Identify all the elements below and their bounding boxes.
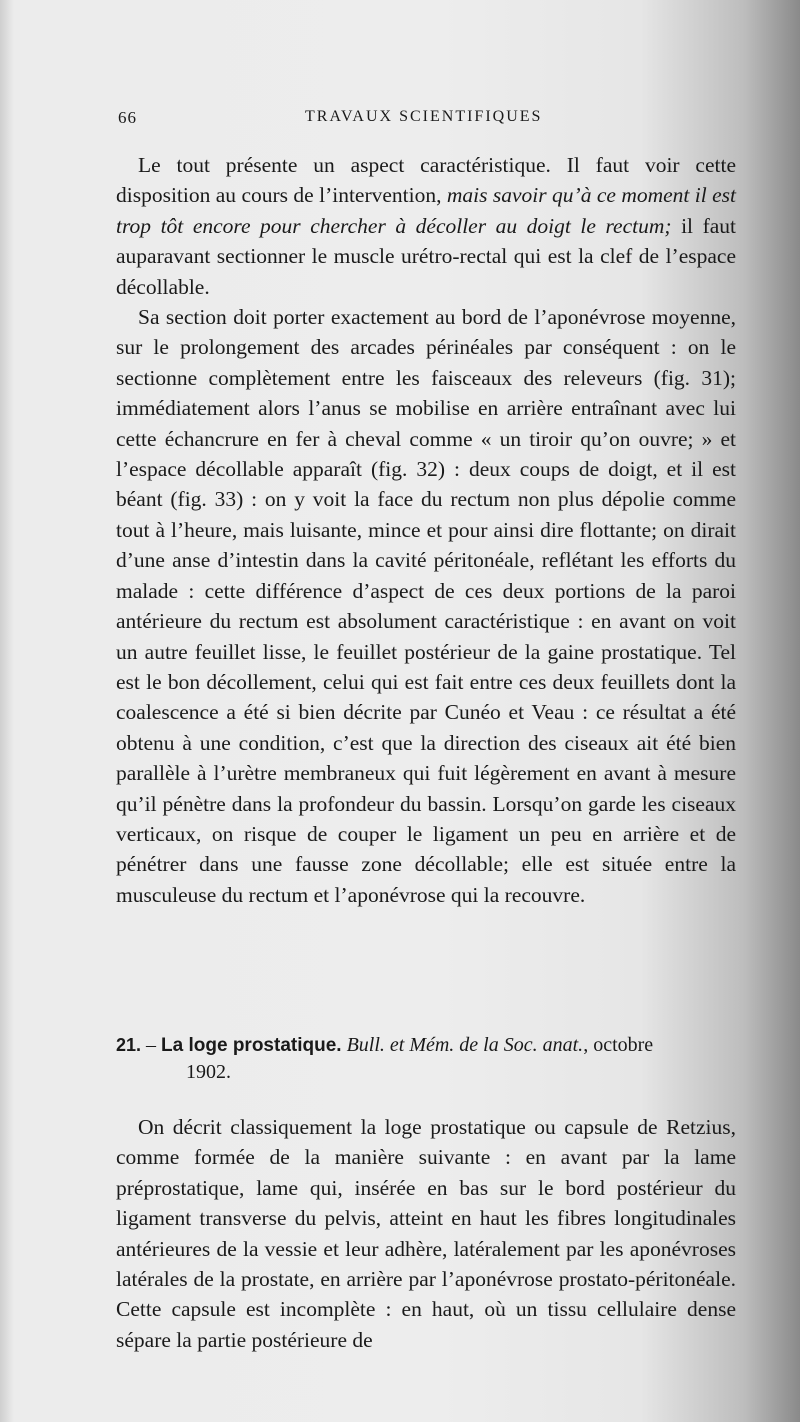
paragraph-1 [116,150,736,302]
entry-text [116,1112,736,1355]
main-text [116,150,736,910]
bibliography-entry [116,1032,736,1085]
page-number: 66 [118,108,137,127]
paragraph-1-part-2: il faut auparavant sectionner le muscle urétro-rectal qui est la clef de l’espace décollable. [116,213,737,299]
paragraph-2: Sa section doit porter exactement au bord de l’aponévrose moyenne, sur le prolongement des arcades périnéales par conséquent : on le sectionne complètement entre les faisceaux des releveurs (fig. 31); immédiatement alors l’anus se mobilise en arrière entraînant avec lui cette échancrure en fer à cheval comme « un tiroir qu’on ouvre; » et l’espace décollable apparaît (fig. 32) : deux coups de doigt, et il est béant (fig. 33) : on y voit la face du rectum non plus dépolie comme tout à l’heure, mais luisante, mince et pour ainsi dire flottante; on dirait d’une anse d’intestin dans la cavité péritonéale, reflétant les efforts du malade : cette différence d’aspect de ces deux portions de la paroi antérieure du rectum est absolument caractéristique : en avant on voit un autre feuillet lisse, le feuillet postérieur de la gaine prostatique. Tel est le bon décollement, celui qui est fait entre ces deux feuillets dont la coalescence a été si bien décrite par Cunéo et Veau : ce résultat a été obtenu à une condition, c’est que la direction des ciseaux ait été bien parallèle à l’urètre membraneux qui fuit légèrement en avant à mesure qu’il pénètre dans la profondeur du bassin. Lorsqu’on garde les ciseaux verticaux, on risque de couper le ligament un peu en arrière et de pénétrer dans une fausse zone décollable; elle est située entre la musculeuse du rectum et l’aponévrose qui la recouvre. [116,305,736,907]
entry-reference: Bull. et Mém. de la Soc. anat. [341,1034,584,1056]
paragraph-1-part-1: Le tout présente un aspect caractéristique. Il faut voir cette disposition au cours de l’intervention, [116,153,736,208]
entry-year: 1902. [186,1061,231,1083]
entry-number: 21. [116,1035,142,1055]
paragraph-3: On décrit classiquement la loge prostatique ou capsule de Retzius, comme formée de la manière suivante : en avant par la lame préprostatique, lame qui, insérée en bas sur le bord postérieur du ligament transverse du pelvis, atteint en haut les fibres longitudinales antérieures de la vessie et leur adhère, latéralement par les aponévroses latérales de la prostate, en arrière par l’aponévrose prostato-péritonéale. Cette capsule est incomplète : en haut, où un tissu cellulaire dense sépare la partie postérieure de [116,1115,736,1352]
entry-dash: – [141,1034,162,1056]
page-header [0,108,800,132]
page-left-edge [0,0,14,1422]
paragraph-1-italic: mais savoir qu’à ce moment il est trop tôt encore pour chercher à décoller au doigt le rectum; [116,183,736,238]
entry-month: , octobre [583,1034,654,1056]
running-head: TRAVAUX SCIENTIFIQUES [305,108,543,125]
entry-title: La loge prostatique. [161,1035,342,1056]
